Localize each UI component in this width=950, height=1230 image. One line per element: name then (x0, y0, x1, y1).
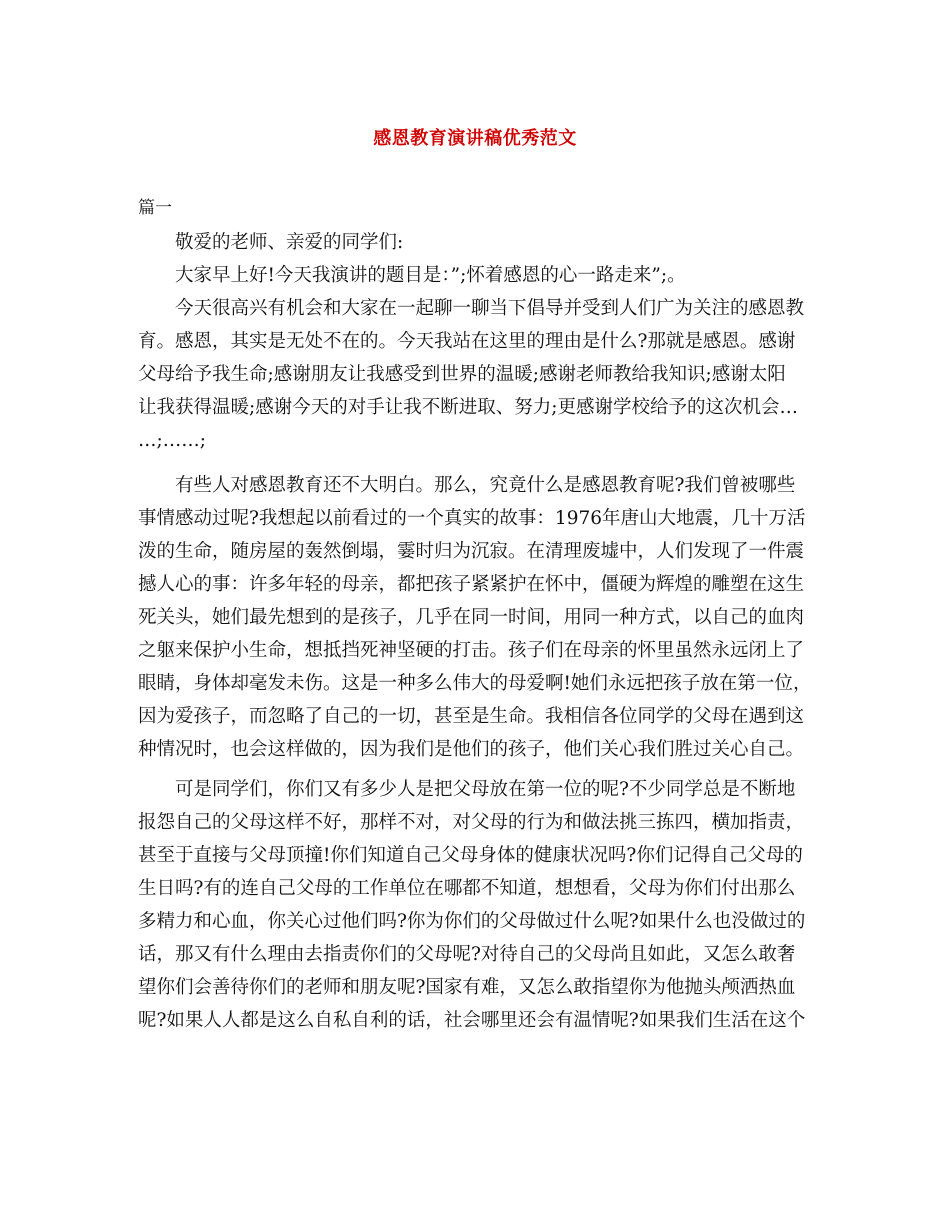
paragraph-line: 眼睛，身体却毫发未伤。这是一种多么伟大的母爱啊!她们永远把孩子放在第一位， (138, 673, 812, 694)
greeting-paragraph (138, 259, 828, 292)
paragraph-line: 今天很高兴有机会和大家在一起聊一聊当下倡导并受到人们广为关注的感恩教 (175, 298, 805, 319)
paragraph-line: 因为爱孩子，而忽略了自己的一切，甚至是生命。我相信各位同学的父母在遇到这 (138, 706, 805, 727)
section-heading: 篇一 (138, 198, 172, 218)
paragraph-line: …;……; (138, 430, 206, 451)
paragraph-line: 让我获得温暖;感谢今天的对手让我不断进取、努力;更感谢学校给予的这次机会… (138, 397, 798, 418)
paragraph-line: 父母给予我生命;感谢朋友让我感受到世界的温暖;感谢老师教给我知识;感谢太阳 (138, 364, 786, 385)
paragraph-line: 话，那又有什么理由去指责你们的父母呢?对待自己的父母尚且如此，又怎么敢奢 (138, 944, 796, 965)
paragraph-line: 报怨自己的父母这样不好，那样不对，对父母的行为和做法挑三拣四，横加指责， (138, 812, 805, 833)
paragraph-line: 生日吗?有的连自己父母的工作单位在哪都不知道，想想看，父母为你们付出那么 (138, 878, 796, 899)
body-paragraph-2 (138, 469, 828, 766)
document-title: 感恩教育演讲稿优秀范文 (373, 128, 577, 149)
paragraph-line: 呢?如果人人都是这么自私自利的话，社会哪里还会有温情呢?如果我们生活在这个 (138, 1010, 806, 1031)
paragraph-line: 多精力和心血，你关心过他们吗?你为你们的父母做过什么呢?如果什么也没做过的 (138, 911, 806, 932)
paragraph-line: 种情况时，也会这样做的，因为我们是他们的孩子，他们关心我们胜过关心自己。 (138, 739, 805, 760)
paragraph-line: 可是同学们，你们又有多少人是把父母放在第一位的呢?不少同学总是不断地 (175, 779, 796, 800)
salutation-paragraph (138, 226, 828, 259)
paragraph-line: 望你们会善待你们的老师和朋友呢?国家有难，又怎么敢指望你为他抛头颅洒热血 (138, 977, 796, 998)
paragraph-line: 之躯来保护小生命，想抵挡死神坚硬的打击。孩子们在母亲的怀里虽然永远闭上了 (138, 640, 805, 661)
body-paragraph-3 (138, 773, 828, 1037)
paragraph-line: 死关头，她们最先想到的是孩子，几乎在同一时间，用同一种方式，以自己的血肉 (138, 607, 805, 628)
paragraph-line: 育。感恩，其实是无处不在的。今天我站在这里的理由是什么?那就是感恩。感谢 (138, 331, 796, 352)
paragraph-line: 事情感动过呢?我想起以前看过的一个真实的故事：1976年唐山大地震，几十万活 (138, 508, 806, 529)
paragraph-line: 泼的生命，随房屋的轰然倒塌，霎时归为沉寂。在清理废墟中，人们发现了一件震 (138, 541, 805, 562)
body-paragraph-1 (138, 292, 828, 457)
paragraph-line: 有些人对感恩教育还不大明白。那么，究竟什么是感恩教育呢?我们曾被哪些 (175, 475, 796, 496)
salutation-line: 敬爱的老师、亲爱的同学们: (175, 232, 404, 253)
paragraph-line: 甚至于直接与父母顶撞!你们知道自己父母身体的健康状况吗?你们记得自己父母的 (138, 845, 803, 866)
greeting-line: 大家早上好!今天我演讲的题目是：”;怀着感恩的心一路走来”;。 (175, 265, 686, 286)
paragraph-line: 撼人心的事：许多年轻的母亲，都把孩子紧紧护在怀中，僵硬为辉煌的雕塑在这生 (138, 574, 805, 595)
